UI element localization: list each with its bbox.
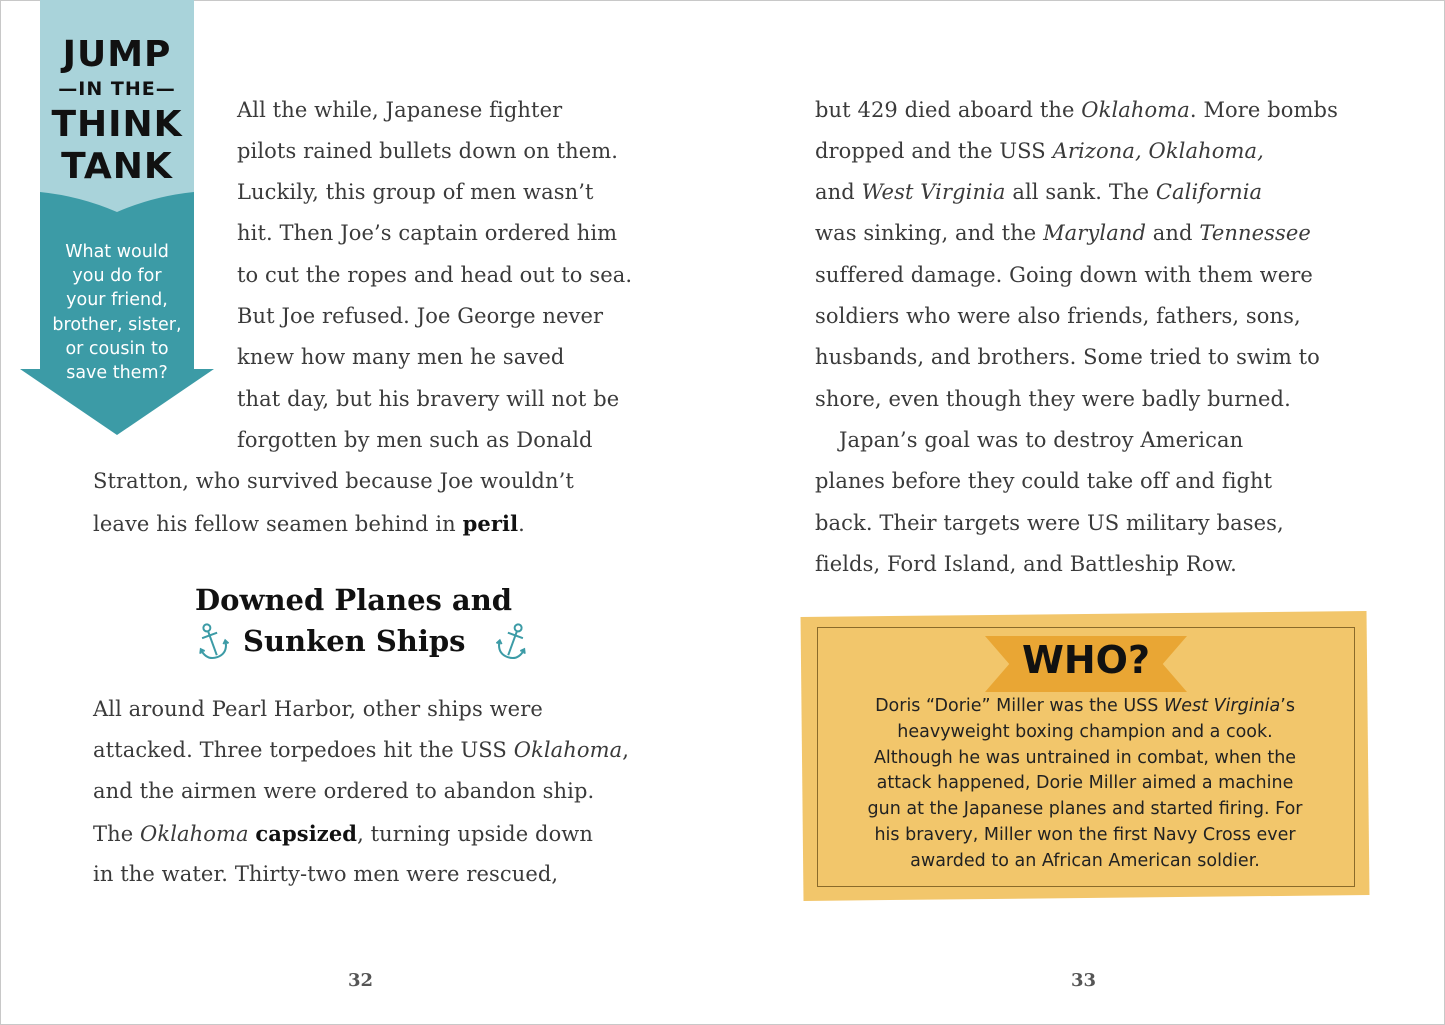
who-title: WHO?: [1021, 638, 1151, 682]
ship-name: Oklahoma: [140, 822, 249, 846]
banner-notch: [40, 192, 194, 212]
page-number-right: 33: [1071, 970, 1097, 991]
text-line: fields, Ford Island, and Battleship Row.: [815, 552, 1237, 576]
text-span: . More bombs: [1189, 98, 1338, 122]
text-span: and: [1146, 221, 1200, 245]
glossary-term: peril: [462, 511, 519, 536]
text-line: [93, 503, 525, 545]
text-line: husbands, and brothers. Some tried to swim to: [815, 345, 1320, 369]
text-line: Japan’s goal was to destroy American: [839, 428, 1244, 452]
question-line: your friend,: [66, 290, 168, 311]
text-line: that day, but his bravery will not be: [237, 387, 620, 411]
text-span: and: [815, 180, 862, 204]
text-span: but 429 died aboard the: [815, 98, 1082, 122]
section-heading-line-2: Sunken Ships: [243, 624, 466, 658]
text-line: suffered damage. Going down with them were: [815, 263, 1313, 287]
text-span: was sinking, and the: [815, 221, 1044, 245]
ship-name: Oklahoma: [1081, 98, 1190, 122]
text-line: forgotten by men such as Donald: [237, 428, 593, 452]
ship-name: Tennessee: [1199, 221, 1311, 245]
who-line: awarded to an African American soldier.: [910, 850, 1260, 871]
anchor-icon: [496, 622, 530, 662]
question-line: brother, sister,: [52, 314, 182, 335]
question-line: or cousin to: [65, 338, 169, 359]
glossary-term: capsized: [255, 821, 358, 846]
text-span: ’s: [1280, 696, 1295, 716]
text-span: attacked. Three torpedoes hit the USS: [93, 738, 514, 762]
ship-name: Oklahoma: [513, 738, 623, 762]
section-heading-line-1: Downed Planes and: [195, 583, 513, 617]
text-span: .: [518, 512, 525, 536]
text-line: [815, 131, 1264, 172]
text-line: knew how many men he saved: [237, 345, 565, 369]
question-line: save them?: [66, 363, 168, 384]
text-line: planes before they could take off and fight: [815, 469, 1273, 493]
think-tank-think: THINK: [51, 104, 183, 145]
page-number-left: 32: [348, 970, 374, 991]
text-line: in the water. Thirty-two men were rescued,: [93, 862, 559, 886]
text-line: [815, 90, 1338, 131]
text-line: pilots rained bullets down on them.: [237, 139, 619, 163]
anchor-icon: [195, 622, 229, 662]
text-span: The: [93, 822, 141, 846]
text-line: All the while, Japanese fighter: [237, 98, 563, 122]
text-line: soldiers who were also friends, fathers, sons,: [815, 304, 1301, 328]
text-line: All around Pearl Harbor, other ships were: [93, 697, 543, 721]
who-body: [822, 694, 1348, 875]
text-line: But Joe refused. Joe George never: [237, 304, 604, 328]
who-line: [822, 694, 1348, 720]
think-tank-jump: JUMP: [62, 34, 172, 75]
text-span: dropped and the USS: [815, 139, 1053, 163]
who-line: heavyweight boxing champion and a cook.: [897, 721, 1273, 742]
think-tank-question: [40, 240, 194, 385]
ship-name: Maryland: [1043, 221, 1146, 245]
text-span: , turning upside down: [357, 822, 594, 846]
text-line: shore, even though they were badly burned.: [815, 387, 1291, 411]
who-line: his bravery, Miller won the first Navy Cross ever: [874, 824, 1296, 845]
question-line: What would: [65, 242, 169, 262]
text-span: ,: [622, 738, 630, 762]
text-span: leave his fellow seamen behind in: [93, 512, 463, 536]
who-line: gun at the Japanese planes and started firing. For: [867, 799, 1303, 820]
text-line: [815, 213, 1311, 254]
text-span: Doris “Dorie” Miller was the USS: [875, 696, 1164, 716]
text-line: Luckily, this group of men wasn’t: [237, 180, 594, 204]
text-line: to cut the ropes and head out to sea.: [237, 263, 633, 287]
text-line: [815, 172, 1262, 213]
text-span: all sank. The: [1005, 180, 1156, 204]
ship-name: West Virginia: [1163, 696, 1281, 716]
text-line: and the airmen were ordered to abandon ship.: [93, 779, 595, 803]
ship-name: California: [1155, 180, 1263, 204]
text-line: Stratton, who survived because Joe wouldn’t: [93, 469, 574, 493]
text-line: back. Their targets were US military bases,: [815, 511, 1284, 535]
question-line: you do for: [72, 266, 162, 287]
text-line: hit. Then Joe’s captain ordered him: [237, 221, 618, 245]
text-line: [93, 730, 629, 771]
text-line: [93, 813, 593, 855]
who-line: Although he was untrained in combat, when the: [873, 747, 1297, 768]
ship-name: West Virginia: [861, 180, 1006, 204]
ship-name: Arizona, Oklahoma,: [1052, 139, 1264, 163]
think-tank-tank: TANK: [61, 146, 173, 187]
think-tank-in-the: —IN THE—: [58, 78, 176, 100]
who-line: attack happened, Dorie Miller aimed a machine: [876, 773, 1294, 794]
